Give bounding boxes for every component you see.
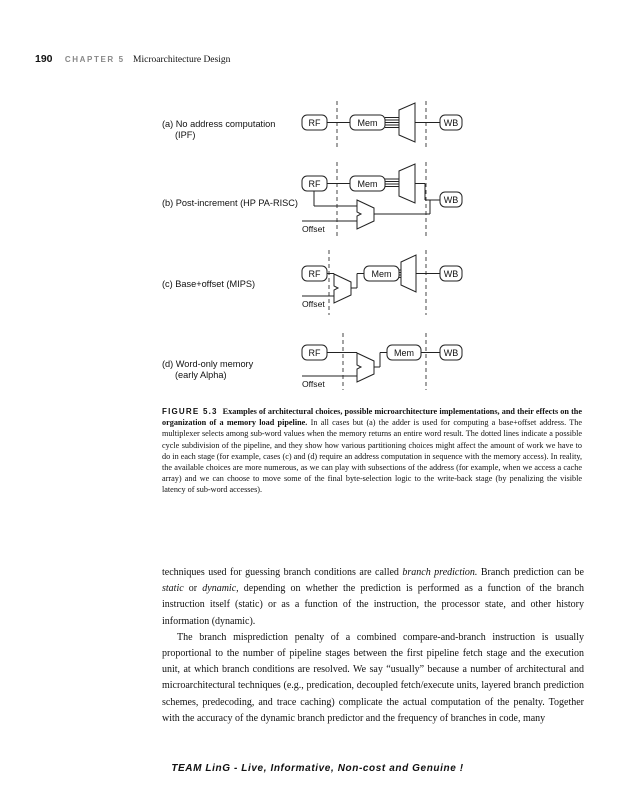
mem-block-label: Mem bbox=[394, 348, 414, 358]
multiplexer bbox=[401, 255, 416, 292]
label-a-line2: (IPF) bbox=[175, 130, 196, 140]
chapter-title: Microarchitecture Design bbox=[133, 55, 231, 65]
text-run: Branch prediction can be bbox=[477, 567, 584, 578]
term-static: static bbox=[162, 583, 184, 595]
mem-block-label: Mem bbox=[357, 179, 378, 189]
label-a-line1: (a) No address computation bbox=[162, 119, 276, 129]
page-number: 190 bbox=[35, 53, 53, 65]
offset-label: Offset bbox=[302, 224, 325, 234]
term-dynamic: dynamic, bbox=[202, 583, 239, 595]
footer-banner: TEAM LinG - Live, Informative, Non-cost and Genuine ! bbox=[171, 763, 464, 774]
diagram-c bbox=[162, 250, 462, 315]
adder bbox=[357, 200, 374, 229]
adder bbox=[334, 274, 351, 303]
caption-title: Examples of architectural choices, possible microarchitecture implementations, and their effects on the organization of a memory load pipeline. bbox=[162, 407, 582, 428]
mem-block-label: Mem bbox=[371, 269, 392, 279]
figure-label: FIGURE 5.3 bbox=[162, 407, 218, 416]
text-run: techniques used for guessing branch conditions are called bbox=[162, 567, 403, 578]
wb-block-label: WB bbox=[443, 348, 459, 358]
offset-label: Offset bbox=[302, 299, 325, 309]
diagram-a bbox=[162, 101, 462, 147]
multiplexer bbox=[399, 164, 415, 203]
rf-block-label: RF bbox=[308, 118, 321, 128]
term-branch-prediction: branch prediction. bbox=[402, 567, 478, 578]
multiplexer bbox=[399, 103, 415, 142]
label-d-line1: (d) Word-only memory bbox=[162, 359, 254, 369]
rf-block-label: RF bbox=[308, 269, 321, 279]
offset-label: Offset bbox=[302, 379, 325, 389]
rf-block-label: RF bbox=[308, 348, 321, 358]
mem-block-label: Mem bbox=[357, 118, 378, 128]
text-run: depending on whether the prediction is performed as a function of the branch instruction itself (static) or as a function of the instruction, the processor state, and other history information (dynamic). bbox=[162, 583, 584, 627]
rf-block-label: RF bbox=[308, 179, 321, 189]
adder bbox=[357, 353, 374, 382]
body-text bbox=[162, 565, 584, 727]
label-b-line1: (b) Post-increment (HP PA-RISC) bbox=[162, 198, 298, 208]
chapter-label: CHAPTER 5 bbox=[64, 55, 125, 64]
figure-caption bbox=[162, 406, 582, 496]
wb-block-label: WB bbox=[443, 269, 459, 279]
text-run: or bbox=[183, 583, 203, 595]
paragraph bbox=[162, 565, 584, 630]
label-c-line1: (c) Base+offset (MIPS) bbox=[162, 279, 256, 289]
paragraph: The branch misprediction penalty of a combined compare-and-branch instruction is usually proportional to the number of pipeline stages between the first pipeline fetch stage and the execution unit, at which branch conditions are resolved. We say “usually” because a number of architectural and microarchitectural techniques (e.g., predication, decoupled fetch/execute units, layered branch prediction schemes, predecoding, and trace caching) complicate the actual computation of the penalty. Together with the accuracy of the dynamic branch predictor and the frequency of branches in code, many bbox=[162, 631, 584, 724]
wb-block-label: WB bbox=[443, 118, 459, 128]
wb-block-label: WB bbox=[443, 195, 459, 205]
caption-text: In all cases but (a) the adder is used for computing a base+offset address. The multiplexer selects among sub-word values when the memory returns an entire word result. The dotted lines indicate a possible cycle subdivision of the pipeline, and they show how various partitioning choices might affect the amount of work we have to do in each stage (for example, cases (c) and (d) require an address computation in sequence with the memory access). In reality, the available choices are more numerous, as we can play with subsections of the address (for example, when we access a cache array) and we can choose to move some of the final byte-selection logic to the write-back stage (by penalizing the visible latency of sub-word accesses). bbox=[162, 418, 582, 495]
diagram-b bbox=[162, 162, 462, 238]
diagram-d bbox=[162, 333, 462, 390]
label-d-line2: (early Alpha) bbox=[175, 370, 227, 380]
